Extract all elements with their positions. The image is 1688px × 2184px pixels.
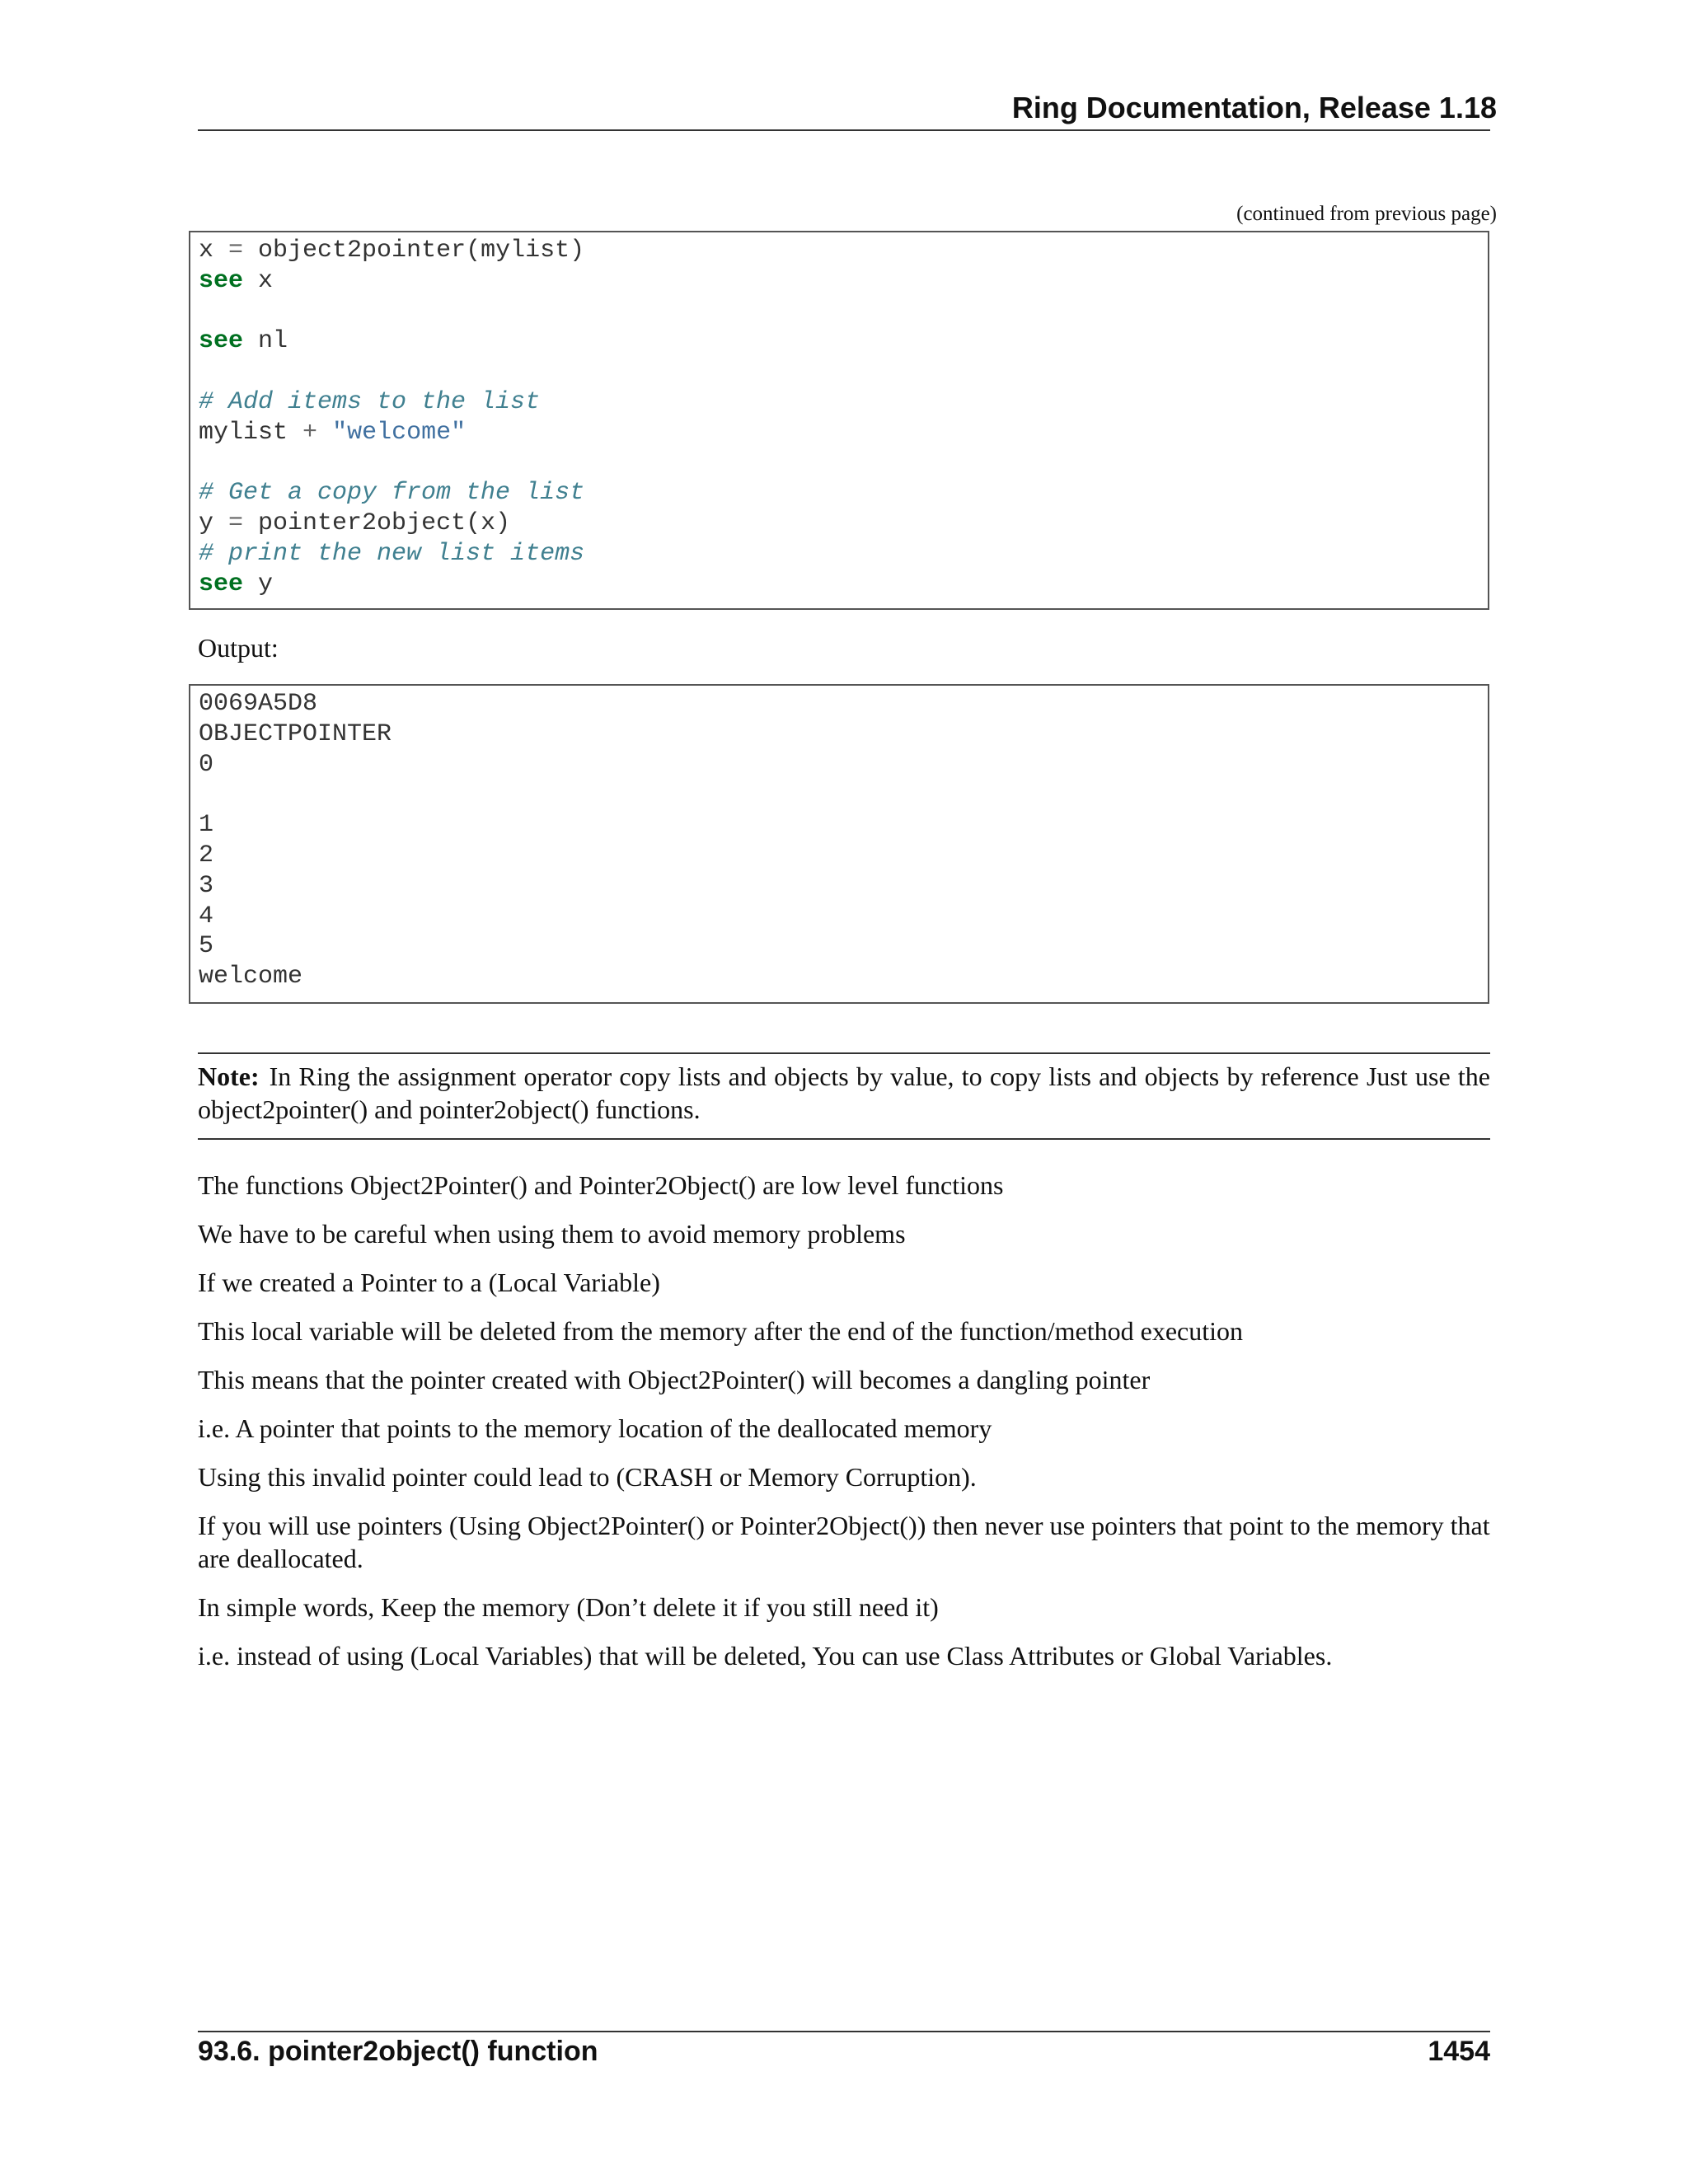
output-line: 0069A5D8 bbox=[199, 690, 318, 718]
code-line bbox=[199, 569, 1488, 600]
code-line bbox=[199, 266, 1488, 297]
output-line: OBJECTPOINTER bbox=[199, 719, 392, 748]
code-block bbox=[189, 231, 1489, 610]
running-header-title: Ring Documentation, Release 1.18 bbox=[1011, 91, 1497, 124]
code-text: x bbox=[199, 237, 229, 265]
note-bottom-rule bbox=[198, 1138, 1490, 1140]
paragraph: In simple words, Keep the memory (Don’t delete it if you still need it) bbox=[198, 1592, 939, 1622]
code-text: x bbox=[243, 266, 274, 295]
code-operator: = bbox=[228, 237, 244, 265]
output-line: 1 bbox=[199, 811, 214, 840]
code-text: pointer2object(x) bbox=[243, 509, 511, 538]
code-operator: + bbox=[302, 418, 318, 447]
footer-page-number: 1454 bbox=[1428, 2036, 1490, 2067]
output-line bbox=[199, 780, 1488, 810]
paragraph: The functions Object2Pointer() and Pointer2Object() are low level functions bbox=[198, 1170, 1004, 1200]
code-line bbox=[199, 357, 1488, 387]
code-keyword: see bbox=[199, 266, 244, 295]
code-line bbox=[199, 539, 1488, 569]
output-line: 2 bbox=[199, 841, 214, 869]
code-text: mylist bbox=[199, 418, 303, 447]
code-line bbox=[199, 297, 1488, 327]
paragraph: If you will use pointers (Using Object2Pointer() or Pointer2Object()) then never use pointers that point to the memory that are deallocated. bbox=[198, 1511, 1490, 1573]
code-line bbox=[199, 236, 1488, 266]
code-comment: # print the new list items bbox=[199, 539, 585, 568]
continued-from-previous-page: (continued from previous page) bbox=[1236, 203, 1497, 225]
code-line bbox=[199, 478, 1488, 509]
note-top-rule bbox=[198, 1052, 1490, 1054]
code-line bbox=[199, 418, 1488, 448]
output-block bbox=[189, 684, 1489, 1004]
code-line bbox=[199, 448, 1488, 479]
note-label: Note: bbox=[198, 1062, 260, 1091]
footer-section-title: 93.6. pointer2object() function bbox=[198, 2036, 598, 2067]
code-keyword: see bbox=[199, 327, 244, 356]
output-line: 3 bbox=[199, 871, 214, 900]
code-text: y bbox=[199, 509, 229, 538]
paragraph: This means that the pointer created with Object2Pointer() will becomes a dangling pointer bbox=[198, 1365, 1151, 1394]
code-comment: # Add items to the list bbox=[199, 387, 541, 416]
output-line: 4 bbox=[199, 902, 214, 930]
output-line: 5 bbox=[199, 932, 214, 961]
paragraph: Using this invalid pointer could lead to (CRASH or Memory Corruption). bbox=[198, 1462, 977, 1492]
note-admonition bbox=[198, 1060, 1490, 1126]
code-string: "welcome" bbox=[332, 418, 467, 447]
code-text: y bbox=[243, 569, 274, 598]
paragraph: This local variable will be deleted from the memory after the end of the function/method execution bbox=[198, 1316, 1243, 1346]
code-text: nl bbox=[243, 327, 288, 356]
output-line: welcome bbox=[199, 963, 303, 991]
footer-rule bbox=[198, 2031, 1490, 2032]
code-line bbox=[199, 509, 1488, 539]
code-comment: # Get a copy from the list bbox=[199, 479, 585, 508]
note-body: In Ring the assignment operator copy lists and objects by value, to copy lists and objects by reference Just use the object2pointer() and pointer2object() functions. bbox=[198, 1062, 1490, 1124]
paragraph: i.e. A pointer that points to the memory location of the deallocated memory bbox=[198, 1413, 992, 1443]
output-line: 0 bbox=[199, 750, 214, 779]
header-rule bbox=[198, 129, 1490, 131]
paragraph: We have to be careful when using them to avoid memory problems bbox=[198, 1219, 906, 1249]
paragraph: If we created a Pointer to a (Local Variable) bbox=[198, 1268, 660, 1297]
output-label: Output: bbox=[198, 633, 279, 663]
paragraph: i.e. instead of using (Local Variables) that will be deleted, You can use Class Attributes or Global Variables. bbox=[198, 1641, 1333, 1671]
code-line bbox=[199, 326, 1488, 357]
code-keyword: see bbox=[199, 569, 244, 598]
code-text: object2pointer(mylist) bbox=[243, 237, 585, 265]
code-line bbox=[199, 387, 1488, 418]
code-text bbox=[317, 419, 332, 447]
code-operator: = bbox=[228, 509, 244, 538]
